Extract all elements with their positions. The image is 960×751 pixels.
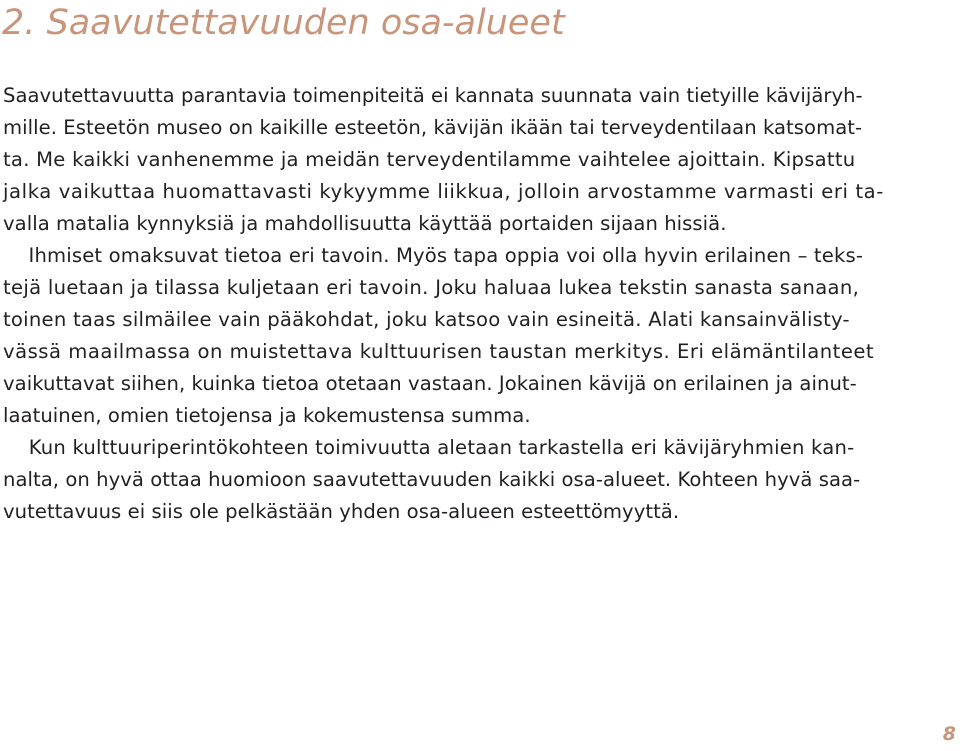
text-line: Kun kulttuuriperintökohteen toimivuutta aletaan tarkastella eri kävijäryhmien kan-	[3, 436, 855, 459]
text-line: valla matalia kynnyksiä ja mahdollisuutta käyttää portaiden sijaan hissiä.	[3, 212, 727, 235]
section-heading: 2. Saavutettavuuden osa-alueet	[2, 3, 565, 43]
body-text	[3, 80, 959, 528]
text-line: ta. Me kaikki vanhenemme ja meidän terveydentilamme vaihtelee ajoittain. Kipsattu	[3, 148, 856, 171]
text-line: Saavutettavuutta parantavia toimenpiteitä ei kannata suunnata vain tietyille kävijäryh-	[3, 84, 863, 107]
text-line: toinen taas silmäilee vain pääkohdat, joku katsoo vain esineitä. Alati kansainvälisty-	[3, 308, 850, 331]
text-line: vaikuttavat siihen, kuinka tietoa otetaan vastaan. Jokainen kävijä on erilainen ja ainut-	[3, 372, 857, 395]
text-line: vässä maailmassa on muistettava kulttuurisen taustan merkitys. Eri elämäntilanteet	[3, 340, 875, 363]
page-number: 8	[942, 723, 956, 745]
text-line: vutettavuus ei siis ole pelkästään yhden osa-alueen esteettömyyttä.	[3, 500, 680, 523]
text-line: jalka vaikuttaa huomattavasti kykyymme liikkua, jolloin arvostamme varmasti eri ta-	[3, 180, 884, 203]
text-line: laatuinen, omien tietojensa ja kokemustensa summa.	[3, 404, 531, 427]
text-line: mille. Esteetön museo on kaikille esteetön, kävijän ikään tai terveydentilaan katsomat-	[3, 116, 863, 139]
text-line: tejä luetaan ja tilassa kuljetaan eri tavoin. Joku haluaa lukea tekstin sanasta sanaan,	[3, 276, 860, 299]
text-line: nalta, on hyvä ottaa huomioon saavutettavuuden kaikki osa-alueet. Kohteen hyvä saa-	[3, 468, 861, 491]
text-line: Ihmiset omaksuvat tietoa eri tavoin. Myös tapa oppia voi olla hyvin erilainen – teks-	[3, 244, 864, 267]
